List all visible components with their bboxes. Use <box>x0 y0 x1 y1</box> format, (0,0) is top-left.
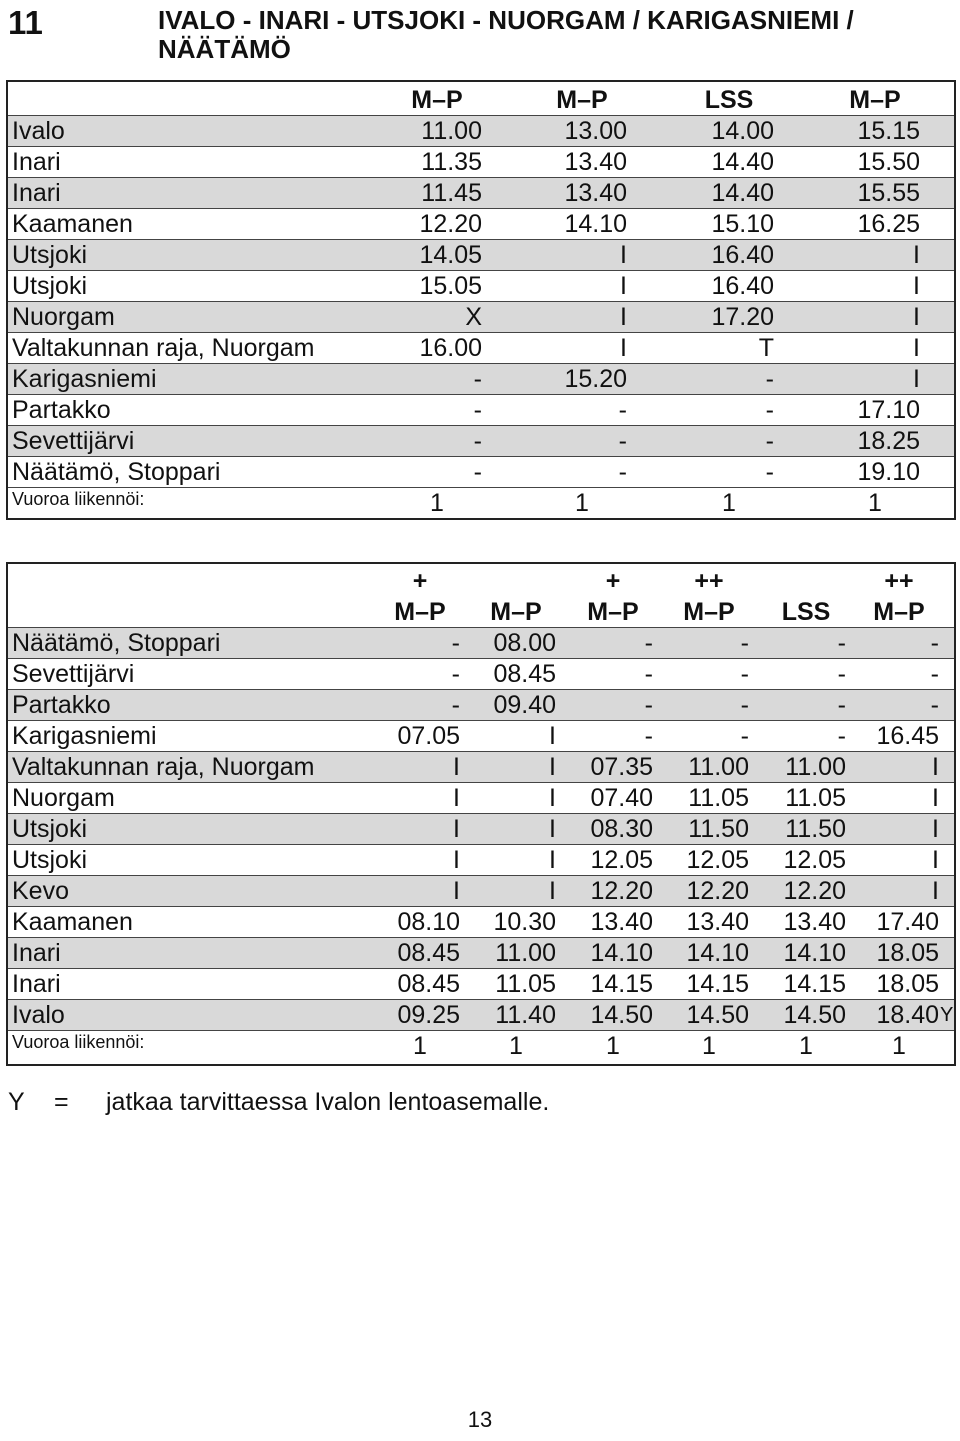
stop-name: Inari <box>12 970 61 998</box>
operator-0: 1 <box>430 489 444 517</box>
time-2: - <box>765 396 774 424</box>
footnote-marker: Y <box>940 1004 954 1026</box>
stop-name: Inari <box>12 939 61 967</box>
time-3: 11.50 <box>688 815 749 843</box>
time-2: 07.35 <box>590 753 653 781</box>
time-1: I <box>549 877 556 905</box>
time-2: 12.05 <box>590 846 653 874</box>
table-row <box>8 333 954 364</box>
time-0: 08.45 <box>397 970 460 998</box>
time-1: 13.00 <box>564 117 627 145</box>
time-1: - <box>618 396 627 424</box>
table-row <box>8 116 954 147</box>
time-0: I <box>453 877 460 905</box>
time-0: 15.05 <box>419 272 482 300</box>
table-row <box>8 814 954 845</box>
mark-0: + <box>412 567 428 595</box>
day-header-1: M–P <box>556 86 608 114</box>
time-2: 16.40 <box>711 241 774 269</box>
table-row <box>8 271 954 302</box>
time-1: - <box>618 427 627 455</box>
time-1: 09.40 <box>493 691 556 719</box>
day-header-3: M–P <box>683 598 735 626</box>
time-3: 15.15 <box>857 117 920 145</box>
header-row <box>8 85 954 116</box>
time-3: 15.55 <box>857 179 920 207</box>
time-0: - <box>473 396 482 424</box>
time-3: 12.05 <box>686 846 749 874</box>
time-4: - <box>837 691 846 719</box>
time-4: - <box>837 722 846 750</box>
operator-1: 1 <box>575 489 589 517</box>
time-2: 13.40 <box>590 908 653 936</box>
table-row <box>8 938 954 969</box>
time-3: - <box>740 629 749 657</box>
time-0: 08.45 <box>397 939 460 967</box>
time-1: I <box>620 241 627 269</box>
time-0: - <box>473 427 482 455</box>
table-row <box>8 178 954 209</box>
day-header-2: M–P <box>587 598 639 626</box>
stop-name: Utsjoki <box>12 815 88 843</box>
time-1: 13.40 <box>564 148 627 176</box>
page-title: IVALO - INARI - UTSJOKI - NUORGAM / KARIGASNIEMI / NÄÄTÄMÖ <box>158 5 854 64</box>
time-1: I <box>549 753 556 781</box>
stop-name: Nuorgam <box>12 784 115 812</box>
time-0: - <box>451 629 460 657</box>
time-5: 18.40 <box>876 1001 939 1029</box>
time-1: 13.40 <box>564 179 627 207</box>
stop-name: Karigasniemi <box>12 365 157 393</box>
time-1: 10.30 <box>493 908 556 936</box>
day-header-0: M–P <box>411 86 463 114</box>
time-4: 13.40 <box>783 908 846 936</box>
time-1: 11.00 <box>495 939 556 967</box>
time-3: - <box>740 660 749 688</box>
time-0: I <box>453 815 460 843</box>
operator-5: 1 <box>892 1032 906 1060</box>
time-1: 11.05 <box>495 970 556 998</box>
time-2: 14.50 <box>590 1001 653 1029</box>
time-2: 16.40 <box>711 272 774 300</box>
time-2: - <box>765 427 774 455</box>
time-3: 13.40 <box>686 908 749 936</box>
time-2: - <box>644 660 653 688</box>
operator-2: 1 <box>606 1032 620 1060</box>
stop-name: Kevo <box>12 877 69 905</box>
time-5: 18.05 <box>876 939 939 967</box>
time-1: I <box>620 303 627 331</box>
operator-label: Vuoroa liikennöi: <box>12 1032 145 1052</box>
stop-name: Utsjoki <box>12 846 88 874</box>
time-2: 15.10 <box>711 210 774 238</box>
day-header-1: M–P <box>490 598 542 626</box>
time-1: 14.10 <box>564 210 627 238</box>
time-5: - <box>930 629 939 657</box>
time-2: 08.30 <box>590 815 653 843</box>
table-row <box>8 302 954 333</box>
time-4: 11.05 <box>785 784 846 812</box>
stop-name: Inari <box>12 148 61 176</box>
time-0: X <box>465 303 482 331</box>
time-3: 12.20 <box>686 877 749 905</box>
time-5: - <box>930 660 939 688</box>
time-1: I <box>549 815 556 843</box>
time-0: I <box>453 753 460 781</box>
operator-0: 1 <box>413 1032 427 1060</box>
footnote-text: jatkaa tarvittaessa Ivalon lentoasemalle. <box>106 1088 550 1116</box>
time-2: 14.40 <box>711 148 774 176</box>
time-1: I <box>620 334 627 362</box>
time-0: I <box>453 846 460 874</box>
day-header-0: M–P <box>394 598 446 626</box>
time-4: 12.05 <box>783 846 846 874</box>
time-2: - <box>765 458 774 486</box>
stop-name: Näätämö, Stoppari <box>12 458 221 486</box>
time-3: - <box>740 691 749 719</box>
time-3: - <box>740 722 749 750</box>
time-3: 11.05 <box>688 784 749 812</box>
time-2: 14.15 <box>590 970 653 998</box>
table-row <box>8 721 954 752</box>
stop-name: Sevettijärvi <box>12 660 135 688</box>
time-3: 18.25 <box>857 427 920 455</box>
time-3: 16.25 <box>857 210 920 238</box>
time-3: 19.10 <box>857 458 920 486</box>
time-0: 14.05 <box>419 241 482 269</box>
time-5: 16.45 <box>876 722 939 750</box>
time-1: - <box>618 458 627 486</box>
table-row <box>8 845 954 876</box>
stop-name: Valtakunnan raja, Nuorgam <box>12 753 315 781</box>
time-3: I <box>913 365 920 393</box>
table-row <box>8 752 954 783</box>
time-4: - <box>837 629 846 657</box>
table-row <box>8 209 954 240</box>
time-1: I <box>549 784 556 812</box>
time-3: 11.00 <box>688 753 749 781</box>
stop-name: Partakko <box>12 396 111 424</box>
table-row <box>8 395 954 426</box>
operator-2: 1 <box>722 489 736 517</box>
page-number: 13 <box>467 1407 493 1432</box>
time-2: - <box>765 365 774 393</box>
time-3: I <box>913 272 920 300</box>
operator-4: 1 <box>799 1032 813 1060</box>
time-1: 15.20 <box>564 365 627 393</box>
time-5: I <box>932 815 939 843</box>
time-2: 14.40 <box>711 179 774 207</box>
stop-name: Näätämö, Stoppari <box>12 629 221 657</box>
time-5: I <box>932 846 939 874</box>
time-0: 11.45 <box>421 179 482 207</box>
stop-name: Nuorgam <box>12 303 115 331</box>
day-header-3: M–P <box>849 86 901 114</box>
time-0: 11.00 <box>421 117 482 145</box>
table-row <box>8 147 954 178</box>
time-4: 11.50 <box>785 815 846 843</box>
footnote <box>8 1088 549 1117</box>
time-5: - <box>930 691 939 719</box>
time-5: I <box>932 784 939 812</box>
table-row <box>8 457 954 488</box>
time-3: I <box>913 303 920 331</box>
time-5: 17.40 <box>876 908 939 936</box>
time-2: - <box>644 691 653 719</box>
mark-2: + <box>605 567 621 595</box>
time-2: 12.20 <box>590 877 653 905</box>
marks-row <box>8 566 954 597</box>
time-0: 11.35 <box>421 148 482 176</box>
time-0: - <box>451 660 460 688</box>
operator-row <box>8 1031 954 1062</box>
table-row <box>8 783 954 814</box>
time-1: I <box>549 722 556 750</box>
table-row <box>8 628 954 659</box>
time-0: I <box>453 784 460 812</box>
time-3: 14.15 <box>686 970 749 998</box>
timetable-ivalo-to-naatamo <box>6 80 956 520</box>
table-row <box>8 1000 954 1031</box>
time-3: I <box>913 334 920 362</box>
time-5: I <box>932 877 939 905</box>
stop-name: Inari <box>12 179 61 207</box>
stop-name: Kaamanen <box>12 210 133 238</box>
operator-1: 1 <box>509 1032 523 1060</box>
stop-name: Utsjoki <box>12 241 88 269</box>
header-row <box>8 597 954 628</box>
table-row <box>8 876 954 907</box>
time-1: 08.45 <box>493 660 556 688</box>
stop-name: Ivalo <box>12 117 65 145</box>
operator-label: Vuoroa liikennöi: <box>12 489 145 509</box>
time-0: - <box>473 458 482 486</box>
table-row <box>8 240 954 271</box>
mark-3: ++ <box>694 567 724 595</box>
time-2: - <box>644 722 653 750</box>
time-3: 14.50 <box>686 1001 749 1029</box>
operator-3: 1 <box>868 489 882 517</box>
time-3: 15.50 <box>857 148 920 176</box>
table-row <box>8 969 954 1000</box>
timetable-naatamo-to-ivalo <box>6 562 956 1066</box>
route-number: 11 <box>8 4 43 41</box>
day-header-2: LSS <box>704 86 754 114</box>
time-2: T <box>758 334 774 362</box>
time-0: 16.00 <box>419 334 482 362</box>
time-0: 12.20 <box>419 210 482 238</box>
time-1: I <box>549 846 556 874</box>
time-5: I <box>932 753 939 781</box>
operator-3: 1 <box>702 1032 716 1060</box>
table-row <box>8 426 954 457</box>
time-2: 14.00 <box>711 117 774 145</box>
time-3: 14.10 <box>686 939 749 967</box>
time-0: 07.05 <box>397 722 460 750</box>
table-row <box>8 659 954 690</box>
stop-name: Valtakunnan raja, Nuorgam <box>12 334 315 362</box>
time-3: 17.10 <box>857 396 920 424</box>
time-5: 18.05 <box>876 970 939 998</box>
table-row <box>8 690 954 721</box>
footnote-equals: = <box>54 1088 69 1116</box>
time-1: 11.40 <box>495 1001 556 1029</box>
stop-name: Ivalo <box>12 1001 65 1029</box>
footnote-key: Y <box>8 1088 25 1116</box>
time-2: 07.40 <box>590 784 653 812</box>
time-0: - <box>473 365 482 393</box>
time-0: 09.25 <box>397 1001 460 1029</box>
time-3: I <box>913 241 920 269</box>
stop-name: Partakko <box>12 691 111 719</box>
time-4: 14.15 <box>783 970 846 998</box>
mark-5: ++ <box>884 567 914 595</box>
time-4: 11.00 <box>785 753 846 781</box>
table-row <box>8 907 954 938</box>
time-2: - <box>644 629 653 657</box>
time-4: 14.10 <box>783 939 846 967</box>
time-0: - <box>451 691 460 719</box>
time-4: 14.50 <box>783 1001 846 1029</box>
stop-name: Kaamanen <box>12 908 133 936</box>
time-1: 08.00 <box>493 629 556 657</box>
time-4: 12.20 <box>783 877 846 905</box>
stop-name: Sevettijärvi <box>12 427 135 455</box>
time-2: 14.10 <box>590 939 653 967</box>
table-row <box>8 364 954 395</box>
time-0: 08.10 <box>397 908 460 936</box>
operator-row <box>8 488 954 519</box>
time-1: I <box>620 272 627 300</box>
stop-name: Utsjoki <box>12 272 88 300</box>
time-2: 17.20 <box>711 303 774 331</box>
time-4: - <box>837 660 846 688</box>
day-header-4: LSS <box>781 598 831 626</box>
day-header-5: M–P <box>873 598 925 626</box>
stop-name: Karigasniemi <box>12 722 157 750</box>
